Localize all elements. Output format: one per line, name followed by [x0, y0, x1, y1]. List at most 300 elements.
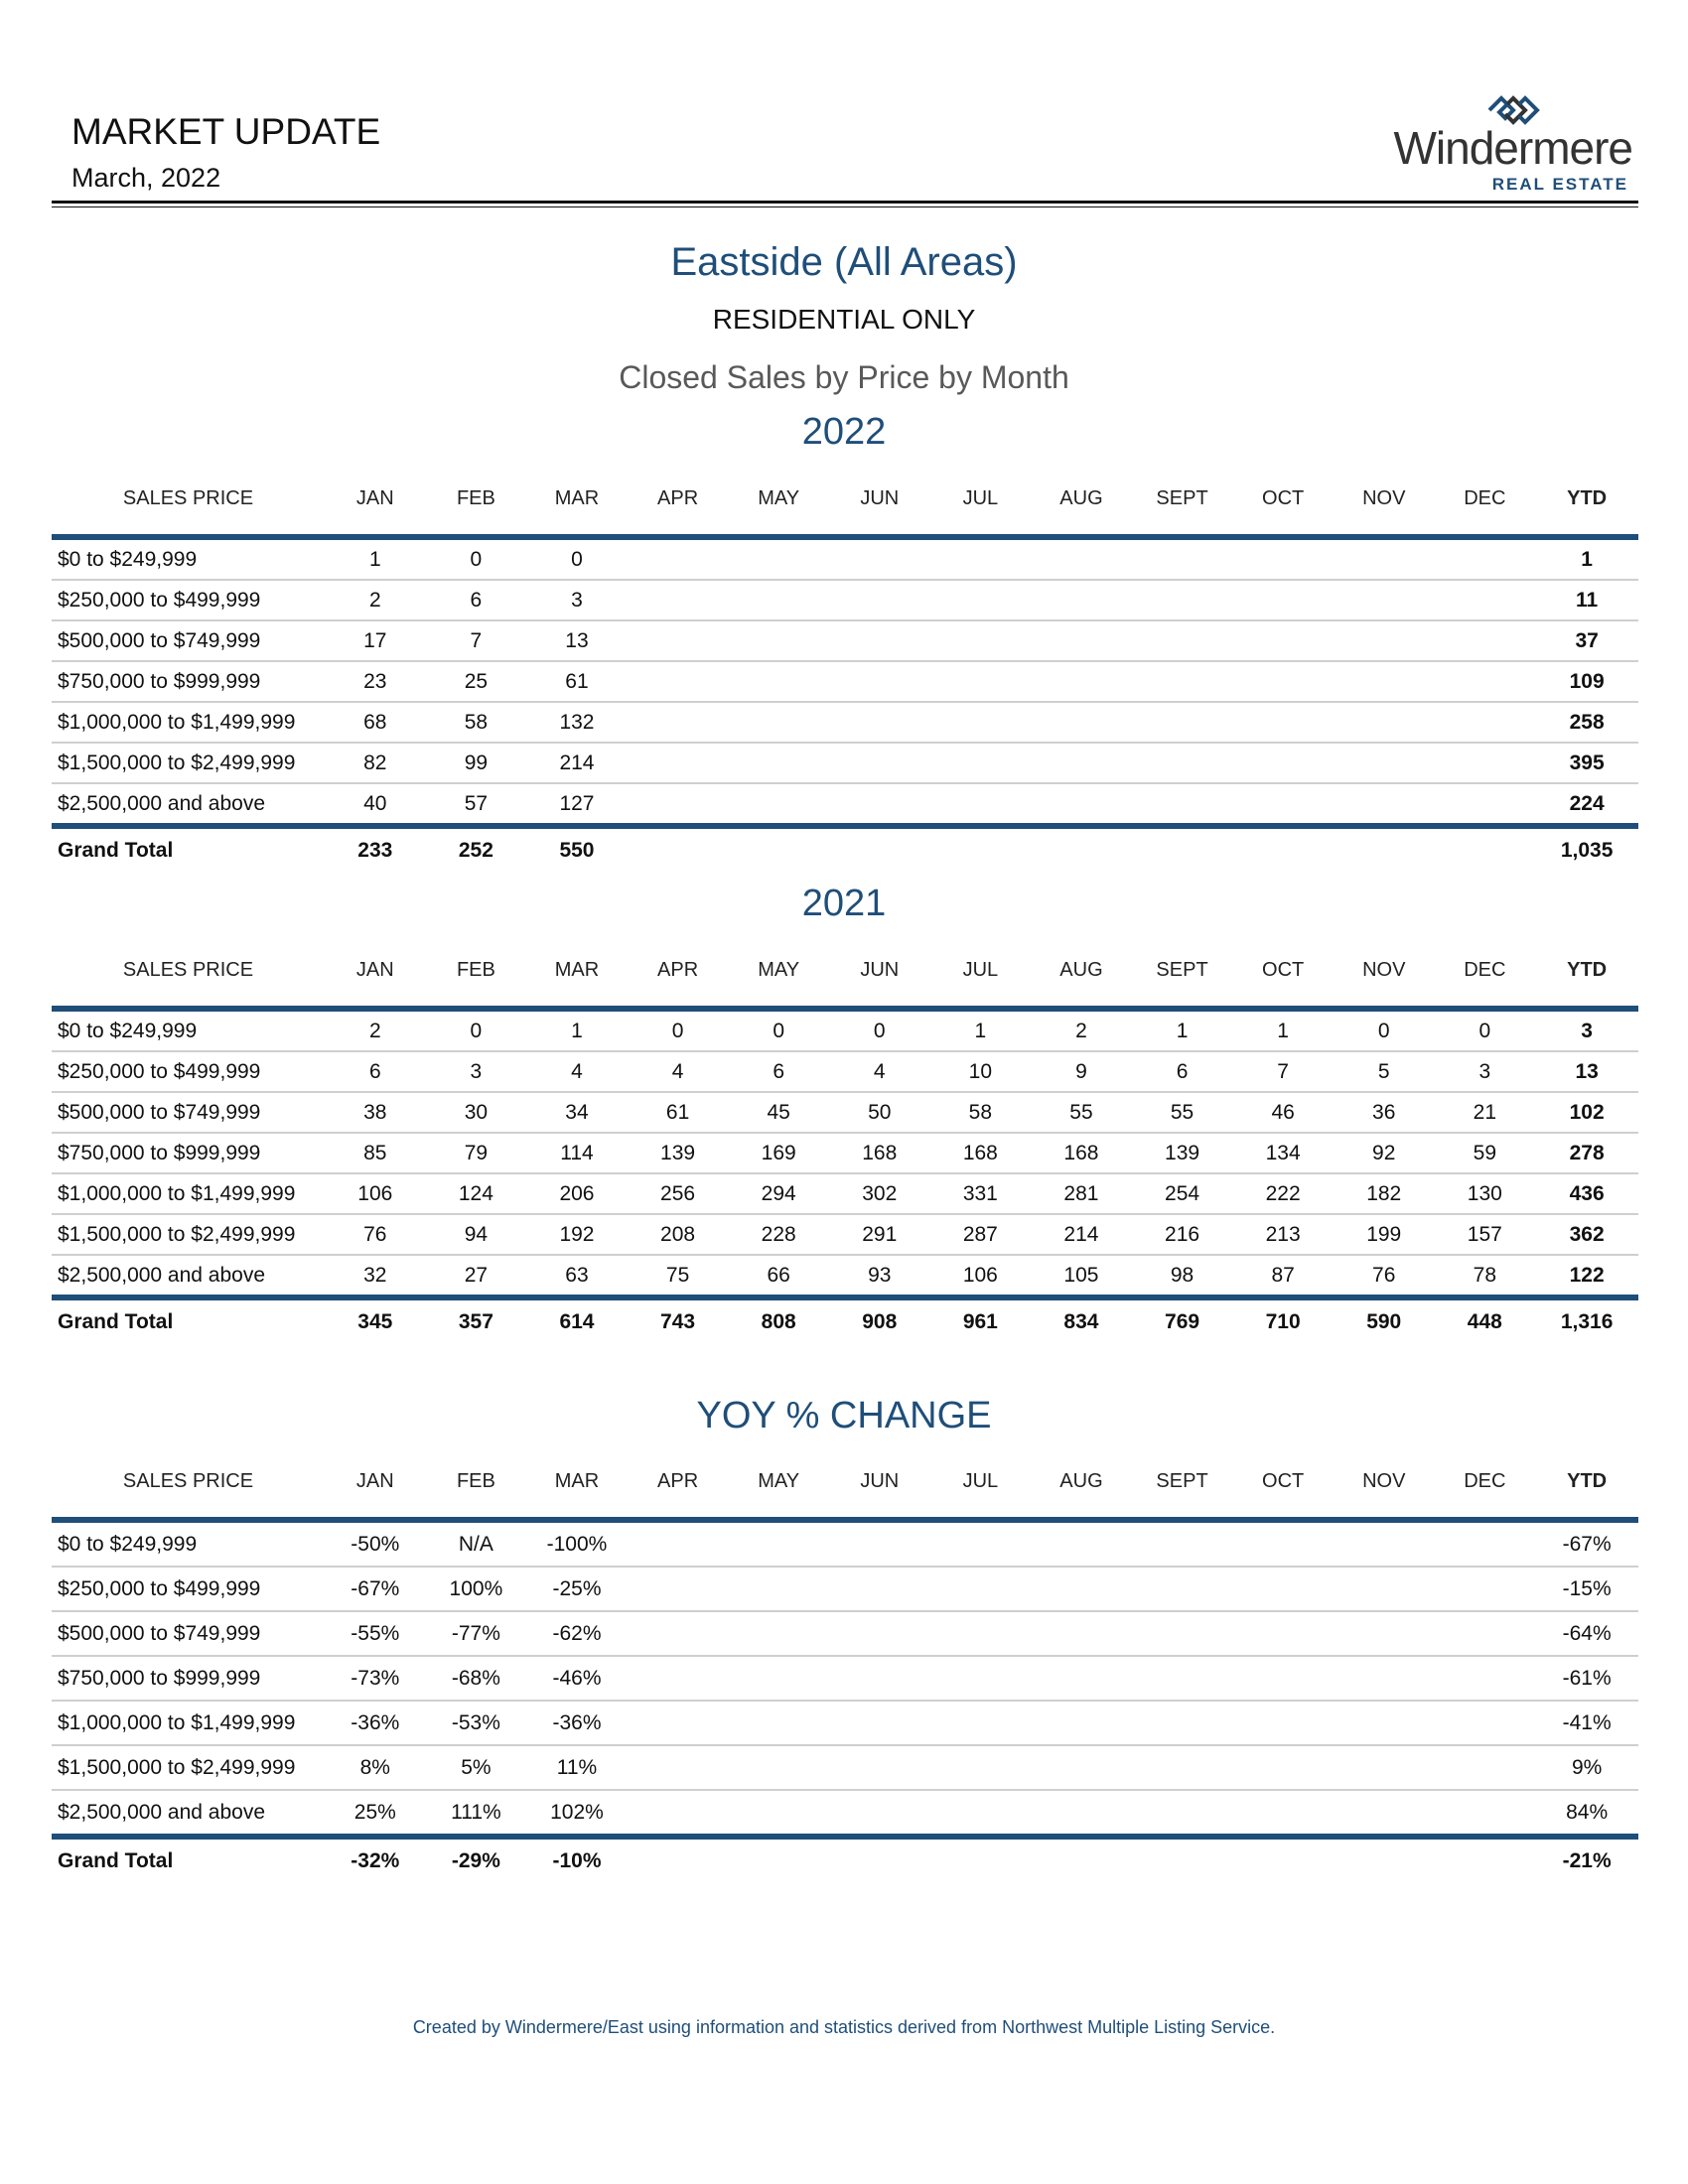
table-title: 2022 [801, 411, 887, 453]
table-row [52, 1092, 1638, 1133]
cell-value: -36% [552, 1710, 602, 1734]
cell-value: -67% [351, 1576, 400, 1600]
table-title: 2021 [801, 883, 887, 924]
cell-ytd: 258 [1569, 710, 1605, 734]
cell-value [930, 1790, 1032, 1837]
cell-value: 87 [1271, 1263, 1295, 1287]
column-header-month: JUL [962, 958, 999, 981]
cell-value [1132, 783, 1233, 826]
sales-table [52, 463, 1638, 873]
cell-value: -25% [552, 1576, 602, 1600]
cell-value: 0 [470, 547, 483, 571]
cell-value [930, 1701, 1032, 1745]
column-header-month: JAN [355, 1469, 394, 1492]
cell-value: -46% [552, 1666, 602, 1690]
cell-value: 256 [660, 1181, 696, 1205]
table-row [52, 1567, 1638, 1611]
cell-value [628, 743, 729, 783]
cell-value [1334, 1520, 1435, 1567]
cell-value: 182 [1366, 1181, 1402, 1205]
cell-value [1031, 661, 1132, 702]
cell-ytd: -67% [1562, 1532, 1612, 1556]
cell-value [1031, 1567, 1132, 1611]
cell-value: 254 [1165, 1181, 1200, 1205]
cell-value: 0 [671, 1019, 684, 1042]
row-label: $250,000 to $499,999 [58, 588, 261, 612]
row-label: Grand Total [58, 1310, 174, 1333]
table-row [52, 1255, 1638, 1297]
column-header-month: OCT [1262, 958, 1305, 981]
cell-value: 25 [464, 669, 489, 693]
cell-value [1232, 702, 1334, 743]
cell-value [1334, 1701, 1435, 1745]
cell-value: 55 [1069, 1100, 1093, 1124]
cell-value: 228 [761, 1222, 796, 1246]
cell-value [628, 1656, 729, 1701]
column-header-month: JUN [860, 1469, 900, 1492]
cell-value [728, 661, 829, 702]
table-row [52, 1701, 1638, 1745]
cell-value: 1 [368, 547, 381, 571]
column-header-month: MAR [554, 1469, 600, 1492]
cell-value [1031, 1745, 1132, 1790]
row-label: $1,000,000 to $1,499,999 [58, 1181, 296, 1205]
cell-value [1435, 1837, 1536, 1883]
cell-value: 710 [1265, 1310, 1301, 1333]
cell-value [628, 661, 729, 702]
column-header-ytd: YTD [1567, 958, 1608, 981]
cell-value [628, 1790, 729, 1837]
row-label: $250,000 to $499,999 [58, 1059, 261, 1083]
row-label: $0 to $249,999 [58, 1019, 198, 1042]
cell-value [829, 1656, 930, 1701]
cell-value: 550 [559, 839, 595, 862]
cell-value: 2 [1075, 1019, 1087, 1042]
cell-value [1232, 1656, 1334, 1701]
column-header-month: JUN [860, 958, 900, 981]
row-label: $250,000 to $499,999 [58, 1576, 261, 1600]
column-header-month: DEC [1464, 1469, 1506, 1492]
table-title: YOY % CHANGE [696, 1395, 992, 1436]
cell-value [1334, 620, 1435, 661]
cell-value: 127 [559, 791, 595, 815]
cell-value: 92 [1372, 1141, 1396, 1164]
property-type: RESIDENTIAL ONLY [712, 304, 976, 335]
table-row [52, 783, 1638, 826]
cell-value: 0 [873, 1019, 886, 1042]
cell-value [1132, 1567, 1233, 1611]
row-label: $0 to $249,999 [58, 547, 198, 571]
cell-value [1031, 1790, 1132, 1837]
cell-value [1435, 1790, 1536, 1837]
cell-value: 40 [363, 791, 387, 815]
cell-value: 27 [464, 1263, 489, 1287]
cell-value: 0 [1478, 1019, 1491, 1042]
cell-value [930, 1656, 1032, 1701]
column-header-month: APR [657, 958, 699, 981]
cell-value [1232, 537, 1334, 580]
cell-value: 50 [868, 1100, 892, 1124]
cell-value: 0 [571, 547, 583, 571]
cell-value [728, 702, 829, 743]
column-header-month: JAN [355, 486, 394, 509]
table-row [52, 1214, 1638, 1255]
cell-value: -50% [351, 1532, 400, 1556]
cell-value: 614 [559, 1310, 595, 1333]
cell-value [1334, 826, 1435, 873]
cell-value: 75 [665, 1263, 690, 1287]
table-row [52, 1173, 1638, 1214]
sales-table [52, 1445, 1638, 1883]
table-row [52, 1790, 1638, 1837]
table-row [52, 702, 1638, 743]
cell-value [1031, 1520, 1132, 1567]
cell-value: 0 [470, 1019, 483, 1042]
cell-value [1031, 1611, 1132, 1656]
cell-value: 206 [559, 1181, 595, 1205]
cell-value [1232, 661, 1334, 702]
cell-ytd: -21% [1562, 1849, 1612, 1872]
cell-ytd: 9% [1571, 1755, 1603, 1779]
cell-value [628, 826, 729, 873]
header-row [52, 1445, 1638, 1520]
cell-value: 4 [571, 1059, 583, 1083]
cell-value: 139 [660, 1141, 696, 1164]
cell-value [1435, 783, 1536, 826]
cell-ytd: 11 [1576, 588, 1599, 612]
cell-value [829, 826, 930, 873]
cell-value [1031, 1701, 1132, 1745]
cell-value [1132, 1701, 1233, 1745]
cell-ytd: 395 [1569, 751, 1605, 774]
cell-value: 25% [353, 1800, 396, 1824]
grand-total-row [52, 1297, 1638, 1344]
cell-value [1435, 1745, 1536, 1790]
cell-value: 345 [357, 1310, 393, 1333]
cell-value [1132, 620, 1233, 661]
cell-value: -68% [451, 1666, 500, 1690]
column-header-month: FEB [456, 958, 495, 981]
row-label: $0 to $249,999 [58, 1532, 198, 1556]
cell-value [1435, 1520, 1536, 1567]
cell-value [1334, 1745, 1435, 1790]
cell-value: -62% [552, 1621, 602, 1645]
cell-value: 10 [968, 1059, 993, 1083]
cell-value [628, 1567, 729, 1611]
cell-value: 5 [1377, 1059, 1390, 1083]
cell-value [628, 1745, 729, 1790]
cell-value: 76 [1372, 1263, 1396, 1287]
cell-value [829, 702, 930, 743]
cell-value: 287 [962, 1222, 998, 1246]
column-header-month: FEB [456, 1469, 495, 1492]
cell-value [829, 1745, 930, 1790]
cell-value [930, 783, 1032, 826]
cell-value: 331 [962, 1181, 998, 1205]
header-rule [52, 201, 1638, 204]
cell-value: -36% [351, 1710, 400, 1734]
cell-value [1435, 743, 1536, 783]
header-row [52, 463, 1638, 537]
cell-value [1232, 1790, 1334, 1837]
cell-value [1031, 537, 1132, 580]
cell-value: 6 [1176, 1059, 1189, 1083]
cell-value: 66 [767, 1263, 790, 1287]
cell-value: 68 [363, 710, 387, 734]
cell-value: 82 [363, 751, 387, 774]
cell-value [628, 1520, 729, 1567]
cell-value [1232, 1837, 1334, 1883]
cell-value: 100% [449, 1576, 503, 1600]
cell-value [829, 1520, 930, 1567]
cell-value [930, 1745, 1032, 1790]
cell-value [1232, 783, 1334, 826]
cell-value: 59 [1473, 1141, 1496, 1164]
grand-total-row [52, 826, 1638, 873]
cell-value [628, 1611, 729, 1656]
cell-value [728, 580, 829, 620]
cell-value: 134 [1265, 1141, 1301, 1164]
table-row [52, 580, 1638, 620]
cell-value: 114 [560, 1141, 594, 1164]
cell-ytd: 1,316 [1560, 1310, 1614, 1333]
cell-value: 214 [559, 751, 595, 774]
cell-value: 130 [1467, 1181, 1502, 1205]
column-header-month: OCT [1262, 1469, 1305, 1492]
cell-value: 213 [1265, 1222, 1301, 1246]
cell-value [1031, 783, 1132, 826]
cell-value [1232, 580, 1334, 620]
column-header-month: NOV [1362, 1469, 1406, 1492]
row-label: $2,500,000 and above [58, 791, 266, 815]
cell-value [829, 783, 930, 826]
cell-value [628, 783, 729, 826]
table-row [52, 661, 1638, 702]
cell-value: 208 [660, 1222, 696, 1246]
cell-value: -55% [351, 1621, 400, 1645]
cell-value [1334, 783, 1435, 826]
cell-value: 1 [1277, 1019, 1289, 1042]
cell-value [829, 1837, 930, 1883]
cell-value [1031, 702, 1132, 743]
cell-value [930, 743, 1032, 783]
cell-value [728, 826, 829, 873]
cell-value [1132, 537, 1233, 580]
cell-value: 6 [470, 588, 483, 612]
footer-note: Created by Windermere/East using information and statistics derived from Northwest Multiple Listing Service. [412, 2017, 1276, 2037]
cell-value [1334, 1611, 1435, 1656]
cell-value [1132, 1520, 1233, 1567]
cell-ytd: -61% [1562, 1666, 1612, 1690]
column-header-month: AUG [1059, 486, 1103, 509]
cell-value: 291 [862, 1222, 898, 1246]
cell-value: 590 [1366, 1310, 1402, 1333]
column-header-month: SEPT [1156, 958, 1208, 981]
cell-value: 908 [862, 1310, 898, 1333]
cell-ytd: 224 [1569, 791, 1605, 815]
cell-value: 294 [761, 1181, 796, 1205]
table-row [52, 1051, 1638, 1092]
cell-ytd: 1 [1581, 547, 1593, 571]
cell-value [930, 826, 1032, 873]
cell-value: 98 [1170, 1263, 1195, 1287]
row-label: $2,500,000 and above [58, 1263, 266, 1287]
cell-value [728, 620, 829, 661]
cell-value: 1 [571, 1019, 583, 1042]
cell-value: 13 [565, 628, 589, 652]
cell-value [1132, 1837, 1233, 1883]
cell-ytd: 436 [1569, 1181, 1605, 1205]
cell-value: 132 [559, 710, 595, 734]
cell-value: 743 [660, 1310, 696, 1333]
sales-table [52, 934, 1638, 1344]
cell-value: 252 [458, 839, 493, 862]
cell-value [1435, 537, 1536, 580]
logo-subtitle: REAL ESTATE [1491, 175, 1628, 194]
column-header-month: OCT [1262, 486, 1305, 509]
cell-value [1031, 826, 1132, 873]
cell-value: 124 [458, 1181, 493, 1205]
cell-value: 61 [565, 669, 589, 693]
cell-value: 6 [773, 1059, 785, 1083]
cell-value [1132, 702, 1233, 743]
row-label: $750,000 to $999,999 [58, 1141, 261, 1164]
cell-value: 448 [1467, 1310, 1502, 1333]
cell-value [1334, 1837, 1435, 1883]
cell-value [1232, 620, 1334, 661]
cell-value [829, 1567, 930, 1611]
cell-value [1334, 1790, 1435, 1837]
cell-value [1232, 1520, 1334, 1567]
logo-wordmark: Windermere [1393, 122, 1632, 174]
cell-value [1031, 620, 1132, 661]
cell-value [1031, 1656, 1132, 1701]
column-header-month: MAR [554, 958, 600, 981]
cell-value [1232, 1701, 1334, 1745]
cell-value: 61 [665, 1100, 690, 1124]
row-label: $1,000,000 to $1,499,999 [58, 710, 296, 734]
cell-value [829, 620, 930, 661]
cell-value: 76 [363, 1222, 387, 1246]
cell-value: 199 [1366, 1222, 1402, 1246]
cell-value: 1 [974, 1019, 987, 1042]
cell-value: 6 [368, 1059, 381, 1083]
row-label: $1,500,000 to $2,499,999 [58, 751, 296, 774]
cell-value: 4 [873, 1059, 886, 1083]
row-label: $500,000 to $749,999 [58, 1100, 261, 1124]
column-header-month: DEC [1464, 958, 1506, 981]
cell-value: 36 [1372, 1100, 1396, 1124]
header-rule-thin [52, 206, 1638, 207]
cell-value [1334, 1656, 1435, 1701]
cell-value: 2 [368, 588, 381, 612]
cell-value: 2 [368, 1019, 381, 1042]
column-header-sales-price: SALES PRICE [122, 1469, 254, 1492]
row-label: Grand Total [58, 839, 174, 862]
cell-value [829, 1790, 930, 1837]
column-header-month: APR [657, 486, 699, 509]
cell-value [1232, 1567, 1334, 1611]
table-row [52, 620, 1638, 661]
cell-value: 3 [470, 1059, 483, 1083]
cell-value: 45 [767, 1100, 790, 1124]
cell-value: 32 [363, 1263, 387, 1287]
cell-value [1132, 1790, 1233, 1837]
cell-value: 21 [1473, 1100, 1496, 1124]
cell-value [930, 702, 1032, 743]
cell-value [1132, 580, 1233, 620]
column-header-month: MAY [758, 958, 800, 981]
cell-value [1435, 1656, 1536, 1701]
column-header-month: MAY [758, 1469, 800, 1492]
cell-value: 106 [357, 1181, 393, 1205]
cell-value [1334, 537, 1435, 580]
report-name: Closed Sales by Price by Month [619, 359, 1069, 395]
column-header-sales-price: SALES PRICE [122, 486, 254, 509]
cell-value [930, 661, 1032, 702]
cell-value: 38 [363, 1100, 387, 1124]
cell-value: 233 [357, 839, 393, 862]
table-row [52, 1009, 1638, 1051]
cell-value: 94 [464, 1222, 489, 1246]
cell-value [728, 1701, 829, 1745]
cell-value: 139 [1165, 1141, 1200, 1164]
cell-value [829, 1611, 930, 1656]
cell-value [829, 1701, 930, 1745]
report-date: March, 2022 [71, 163, 221, 193]
cell-value: -53% [451, 1710, 500, 1734]
cell-value [1132, 1745, 1233, 1790]
cell-value: 93 [868, 1263, 892, 1287]
cell-value: 281 [1063, 1181, 1099, 1205]
cell-value [728, 1520, 829, 1567]
cell-value: 216 [1165, 1222, 1200, 1246]
cell-value: 7 [470, 628, 483, 652]
cell-value [829, 537, 930, 580]
cell-value [1334, 702, 1435, 743]
table-row [52, 1611, 1638, 1656]
cell-value: 106 [962, 1263, 998, 1287]
column-header-ytd: YTD [1567, 1469, 1608, 1492]
column-header-month: JUL [962, 486, 999, 509]
cell-value [1334, 580, 1435, 620]
cell-value [930, 537, 1032, 580]
cell-value [829, 580, 930, 620]
cell-value: 55 [1170, 1100, 1195, 1124]
cell-value: 23 [363, 669, 387, 693]
cell-value [930, 620, 1032, 661]
cell-value [1132, 661, 1233, 702]
table-row [52, 1520, 1638, 1567]
cell-value [728, 783, 829, 826]
cell-value: 9 [1075, 1059, 1087, 1083]
cell-ytd: 102 [1569, 1100, 1605, 1124]
page-header [52, 111, 1638, 210]
cell-value: 302 [862, 1181, 898, 1205]
cell-value [930, 1611, 1032, 1656]
cell-value [829, 743, 930, 783]
cell-value [628, 580, 729, 620]
cell-value [1232, 743, 1334, 783]
cell-value: 808 [761, 1310, 796, 1333]
cell-value: -29% [451, 1849, 500, 1872]
row-label: $750,000 to $999,999 [58, 669, 261, 693]
cell-ytd: 37 [1575, 628, 1599, 652]
cell-value: 357 [458, 1310, 493, 1333]
column-header-ytd: YTD [1567, 486, 1608, 509]
row-label: Grand Total [58, 1849, 174, 1872]
cell-value [1435, 702, 1536, 743]
